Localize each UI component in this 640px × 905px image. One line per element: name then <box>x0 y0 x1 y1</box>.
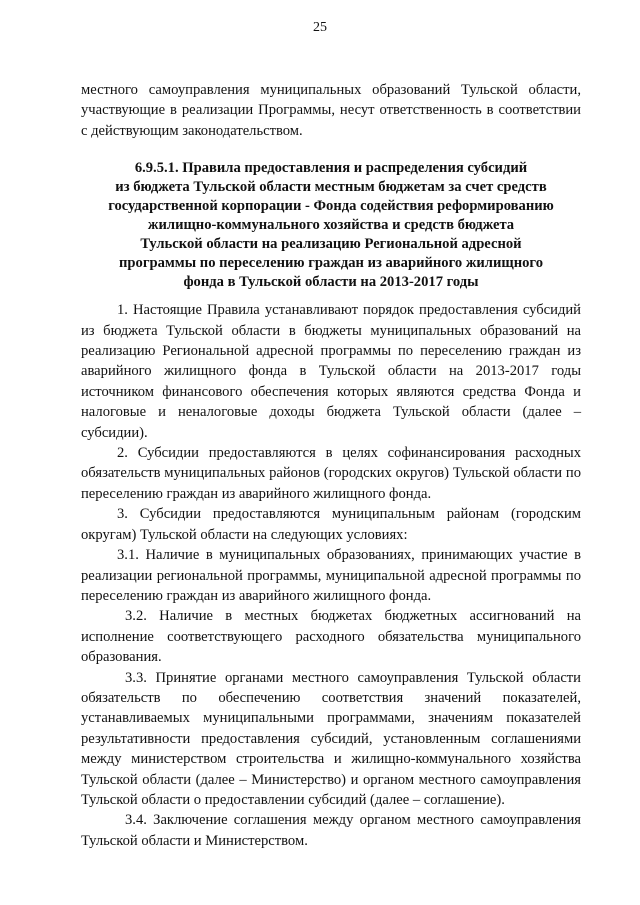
heading-line: жилищно-коммунального хозяйства и средств бюджета <box>147 217 515 234</box>
document-body <box>81 80 581 851</box>
paragraph-3-4: 3.4. Заключение соглашения между органом местного самоуправления Тульской области и Министерством. <box>81 812 581 849</box>
page-number: 25 <box>313 20 327 35</box>
paragraph-3-1: 3.1. Наличие в муниципальных образованиях, принимающих участие в реализации региональной программы, муниципальной адресной программы по переселению граждан из аварийного жилищного фонда. <box>81 547 581 604</box>
section-heading <box>81 159 581 292</box>
heading-line: государственной корпорации - Фонда содействия реформированию <box>108 198 554 215</box>
intro-paragraph: местного самоуправления муниципальных образований Тульской области, участвующие в реализации Программы, несут ответственность в соответствии с действующим законодательством. <box>81 82 581 139</box>
heading-line: программы по переселению граждан из аварийного жилищного <box>119 255 543 272</box>
paragraph-3-3: 3.3. Принятие органами местного самоуправления Тульской области обязательств по обеспечению соответствия значений показателей, устанавливаемых муниципальными программами, значениям показателей результативности предоставления субсидий, установленным соглашениями между министерством строительства и жилищно-коммунального хозяйства Тульской области (далее – Министерство) и органом местного самоуправления Тульской области о предоставлении субсидий (далее – соглашение). <box>81 669 581 808</box>
heading-line: из бюджета Тульской области местным бюджетам за счет средств <box>115 179 547 196</box>
paragraph-3: 3. Субсидии предоставляются муниципальным районам (городским округам) Тульской области на следующих условиях: <box>81 506 581 543</box>
paragraph-2: 2. Субсидии предоставляются в целях софинансирования расходных обязательств муниципальных районов (городских округов) Тульской области по переселению граждан из аварийного жилищного фонда. <box>81 445 581 502</box>
heading-line: 6.9.5.1. Правила предоставления и распределения субсидий <box>134 160 528 177</box>
heading-line: фонда в Тульской области на 2013-2017 годы <box>183 274 479 291</box>
heading-line: Тульской области на реализацию Региональной адресной <box>140 236 522 253</box>
paragraph-3-2: 3.2. Наличие в местных бюджетах бюджетных ассигнований на исполнение соответствующего расходного обязательства муниципального образования. <box>81 608 581 666</box>
paragraph-1: 1. Настоящие Правила устанавливают порядок предоставления субсидий из бюджета Тульской области в бюджеты муниципальных образований на реализацию Региональной адресной программы по переселению граждан из аварийного жилищного фонда в Тульской области на 2013-2017 годы источником финансового обеспечения которых являются средства Фонда и налоговые и неналоговые доходы бюджета Тульской области (далее – субсидии). <box>81 302 581 441</box>
